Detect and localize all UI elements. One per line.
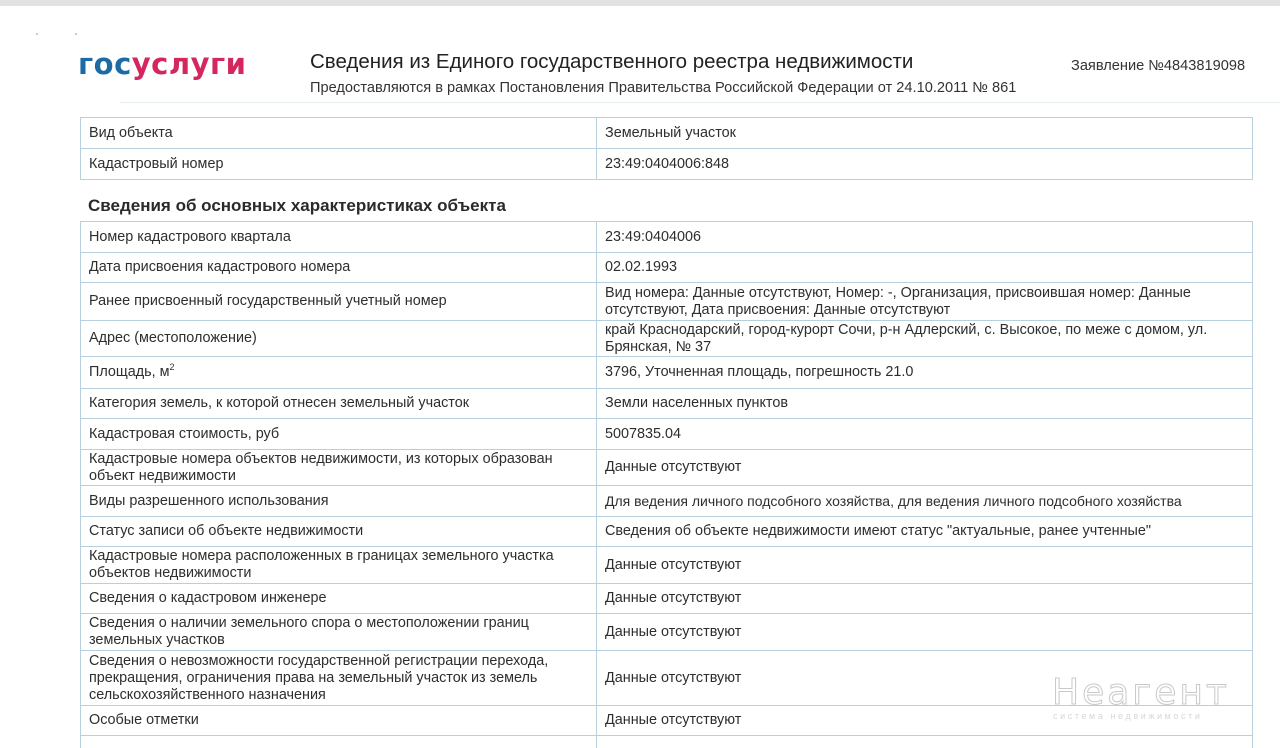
row-label: Особые отметки bbox=[81, 706, 597, 736]
row-value: Сведения об объекте недвижимости имеют статус "актуальные, ранее учтенные" bbox=[597, 517, 1253, 547]
top-scroll-band bbox=[0, 0, 1280, 6]
row-label: Вид объекта bbox=[81, 118, 597, 149]
document-title: Сведения из Единого государственного реестра недвижимости bbox=[310, 50, 914, 73]
object-table bbox=[80, 117, 1253, 180]
table-row bbox=[81, 517, 1253, 547]
application-number: Заявление №4843819098 bbox=[1071, 58, 1246, 74]
table-row bbox=[81, 253, 1253, 283]
row-label: Категория земель, к которой отнесен земельный участок bbox=[81, 389, 597, 419]
row-label: Статус записи об объекте недвижимости bbox=[81, 517, 597, 547]
table-row bbox=[81, 283, 1253, 321]
row-value: 23:49:0404006:848 bbox=[597, 149, 1253, 180]
row-label: Сведения о наличии земельного спора о местоположении границ земельных участков bbox=[81, 614, 597, 651]
row-label: Адрес (местоположение) bbox=[81, 321, 597, 357]
row-label: Сведения о кадастровом инженере bbox=[81, 584, 597, 614]
scan-speck bbox=[36, 33, 38, 35]
row-value: Данные отсутствуют bbox=[597, 450, 1253, 486]
characteristics-table bbox=[80, 221, 1253, 748]
neagent-watermark: Неагент bbox=[1052, 672, 1230, 713]
header-divider bbox=[120, 102, 1280, 103]
table-row bbox=[81, 486, 1253, 517]
row-label: Ранее присвоенный государственный учетный номер bbox=[81, 283, 597, 321]
row-label: Кадастровая стоимость, руб bbox=[81, 419, 597, 450]
table-row bbox=[81, 118, 1253, 149]
row-label bbox=[81, 357, 597, 389]
row-value: Данные отсутствуют bbox=[597, 651, 1253, 706]
row-value: 23:49:0404006 bbox=[597, 222, 1253, 253]
row-label-clipped bbox=[81, 736, 597, 748]
section-heading: Сведения об основных характеристиках объекта bbox=[88, 196, 506, 215]
table-row-clipped bbox=[81, 736, 1253, 748]
gosuslugi-logo bbox=[78, 47, 246, 81]
row-value: Данные отсутствуют bbox=[597, 614, 1253, 651]
row-value: Данные отсутствуют bbox=[597, 706, 1253, 736]
logo-part-uslugi: услуги bbox=[131, 47, 247, 81]
row-value: Земельный участок bbox=[597, 118, 1253, 149]
row-value: край Краснодарский, город-курорт Сочи, р-н Адлерский, с. Высокое, по меже с домом, ул. Брянская, № 37 bbox=[597, 321, 1253, 357]
row-label: Кадастровые номера расположенных в границах земельного участка объектов недвижимости bbox=[81, 547, 597, 584]
area-label: Площадь, м bbox=[89, 364, 170, 380]
table-row bbox=[81, 450, 1253, 486]
row-label: Кадастровые номера объектов недвижимости, из которых образован объект недвижимости bbox=[81, 450, 597, 486]
table-row bbox=[81, 222, 1253, 253]
row-label: Дата присвоения кадастрового номера bbox=[81, 253, 597, 283]
document-subtitle: Предоставляются в рамках Постановления Правительства Российской Федерации от 24.10.2011 № 861 bbox=[310, 80, 1017, 96]
row-value: Для ведения личного подсобного хозяйства, для ведения личного подсобного хозяйства bbox=[597, 486, 1253, 517]
row-value: 5007835.04 bbox=[597, 419, 1253, 450]
table-row bbox=[81, 321, 1253, 357]
table-row bbox=[81, 149, 1253, 180]
row-value: 3796, Уточненная площадь, погрешность 21.0 bbox=[597, 357, 1253, 389]
table-row bbox=[81, 389, 1253, 419]
row-label: Кадастровый номер bbox=[81, 149, 597, 180]
row-label: Виды разрешенного использования bbox=[81, 486, 597, 517]
logo-part-gos: гос bbox=[78, 47, 132, 81]
table-row bbox=[81, 547, 1253, 584]
row-value: Данные отсутствуют bbox=[597, 547, 1253, 584]
scan-speck bbox=[75, 33, 77, 35]
table-row bbox=[81, 584, 1253, 614]
area-unit-superscript: 2 bbox=[169, 362, 175, 373]
row-value: Данные отсутствуют bbox=[597, 584, 1253, 614]
row-value: Земли населенных пунктов bbox=[597, 389, 1253, 419]
table-row bbox=[81, 419, 1253, 450]
neagent-watermark-tagline: система недвижимости bbox=[1053, 711, 1203, 721]
row-label: Номер кадастрового квартала bbox=[81, 222, 597, 253]
table-row bbox=[81, 357, 1253, 389]
row-value: Вид номера: Данные отсутствуют, Номер: -, Организация, присвоившая номер: Данные отсутствуют, Дата присвоения: Данные отсутствуют bbox=[597, 283, 1253, 321]
row-value: 02.02.1993 bbox=[597, 253, 1253, 283]
row-label: Сведения о невозможности государственной регистрации перехода, прекращения, ограничения права на земельный участок из земель сельскохозяйственного назначения bbox=[81, 651, 597, 706]
table-row bbox=[81, 614, 1253, 651]
row-value-clipped bbox=[597, 736, 1253, 748]
